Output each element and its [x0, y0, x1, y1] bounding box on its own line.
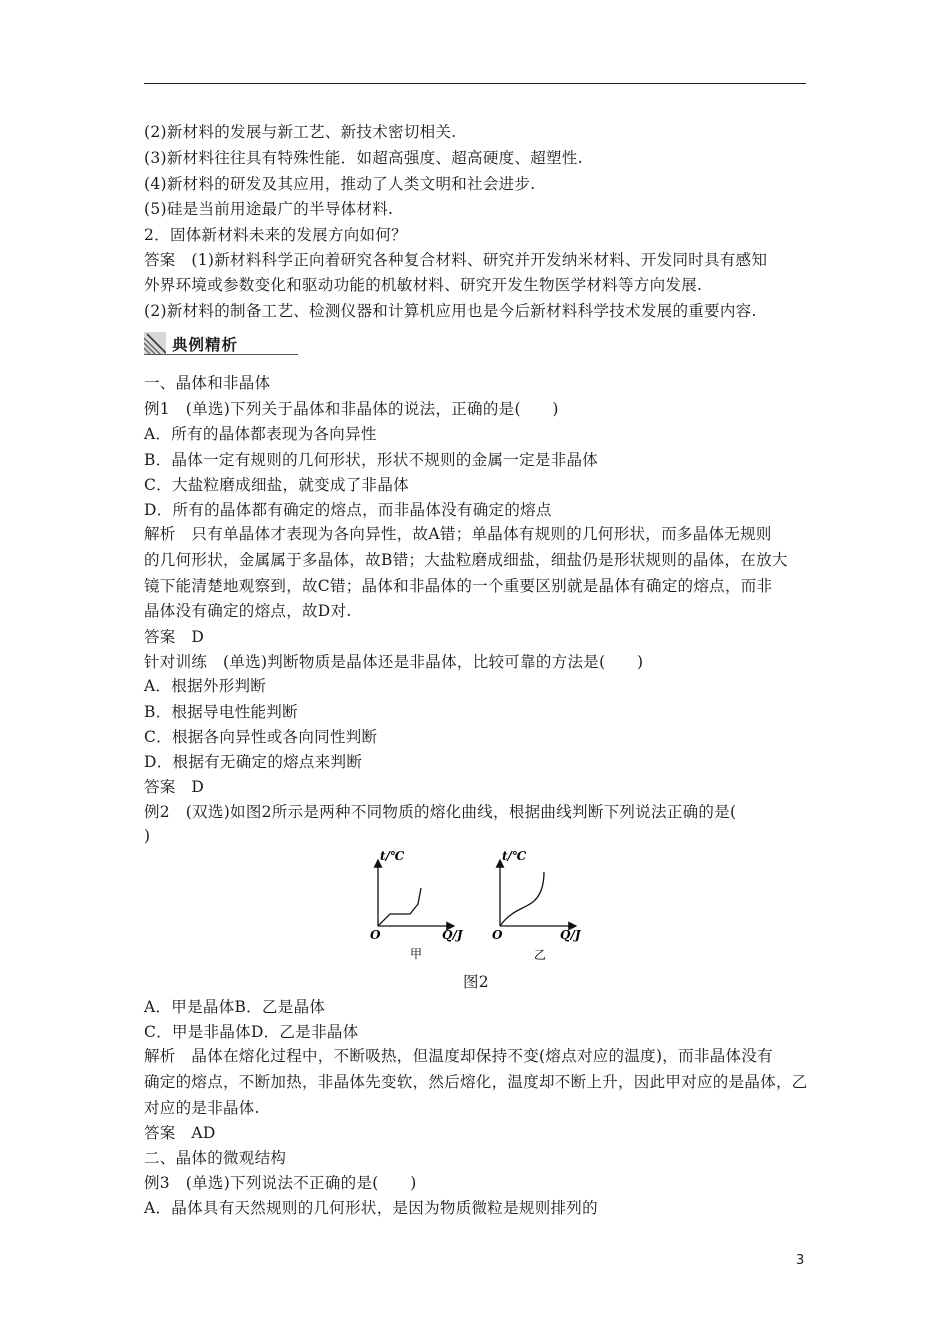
text-line: (2)新材料的制备工艺、检测仪器和计算机应用也是今后新材料科学技术发展的重要内容. [144, 302, 757, 320]
text-line: 外界环境或参数变化和驱动功能的机敏材料、研究开发生物医学材料等方向发展. [144, 276, 703, 294]
analysis-line: 对应的是非晶体. [144, 1099, 260, 1117]
page-number: 3 [796, 1253, 805, 1268]
x-axis-label: Q/J [442, 928, 463, 942]
y-axis-label: t/℃ [380, 849, 405, 863]
figure-title: 图2 [463, 973, 489, 991]
origin-label: O [370, 928, 381, 942]
analysis-line: 晶体没有确定的熔点，故D对. [144, 602, 352, 620]
option-line: A．甲是晶体B．乙是晶体 [144, 998, 326, 1016]
question-line: 针对训练 (单选)判断物质是晶体还是非晶体，比较可靠的方法是( ) [144, 653, 644, 671]
option-line: B．根据导电性能判断 [144, 703, 298, 721]
option-line: A．晶体具有天然规则的几何形状，是因为物质微粒是规则排列的 [144, 1199, 598, 1217]
figure-left [358, 846, 468, 970]
melting-curve [500, 872, 544, 926]
question-line: 例2 (双选)如图2所示是两种不同物质的熔化曲线，根据曲线判断下列说法正确的是( [144, 803, 737, 821]
text-line: (3)新材料往往具有特殊性能．如超高强度、超高硬度、超塑性. [144, 149, 583, 167]
section-header [144, 332, 298, 356]
analysis-line: 解析 晶体在熔化过程中，不断吸热，但温度却保持不变(熔点对应的温度)，而非晶体没有 [144, 1047, 773, 1065]
answer-line: 答案 D [144, 628, 205, 646]
x-axis-label: Q/J [560, 928, 581, 942]
analysis-line: 确定的熔点，不断加热，非晶体先变软，然后熔化，温度却不断上升，因此甲对应的是晶体，乙 [144, 1073, 808, 1091]
answer-line: 答案 D [144, 778, 205, 796]
analysis-line: 解析 只有单晶体才表现为各向异性，故A错；单晶体有规则的几何形状，而多晶体无规则 [144, 525, 772, 543]
section-underline [144, 354, 298, 355]
heading-line: 二、晶体的微观结构 [144, 1149, 287, 1167]
heading-line: 一、晶体和非晶体 [144, 374, 271, 392]
figure-right [480, 846, 590, 970]
question-line: 例1 (单选)下列关于晶体和非晶体的说法，正确的是( ) [144, 400, 559, 418]
text-line: (2)新材料的发展与新工艺、新技术密切相关. [144, 123, 457, 141]
option-line: C．根据各向异性或各向同性判断 [144, 728, 378, 746]
option-line: D．根据有无确定的熔点来判断 [144, 753, 363, 771]
figure-caption: 甲 [410, 947, 423, 961]
analysis-line: 的几何形状，金属属于多晶体，故B错；大盐粒磨成细盐，细盐仍是形状规则的晶体，在放大 [144, 551, 788, 569]
text-line: (4)新材料的研发及其应用，推动了人类文明和社会进步. [144, 175, 536, 193]
melting-curve [378, 888, 421, 926]
option-line: C．大盐粒磨成细盐，就变成了非晶体 [144, 476, 409, 494]
option-line: B．晶体一定有规则的几何形状，形状不规则的金属一定是非晶体 [144, 451, 599, 469]
section-title: 典例精析 [172, 336, 239, 354]
option-line: A．根据外形判断 [144, 677, 267, 695]
y-axis-label: t/℃ [502, 849, 527, 863]
text-line: (5)硅是当前用途最广的半导体材料. [144, 200, 394, 218]
origin-label: O [492, 928, 503, 942]
figure-caption: 乙 [534, 948, 547, 962]
question-line: 例3 (单选)下列说法不正确的是( ) [144, 1174, 417, 1192]
header-rule [144, 83, 806, 84]
answer-line: 答案 AD [144, 1124, 216, 1142]
option-line: A．所有的晶体都表现为各向异性 [144, 425, 377, 443]
text-line: 2．固体新材料未来的发展方向如何？ [144, 226, 407, 244]
answer-line: 答案 (1)新材料科学正向着研究各种复合材料、研究并开发纳米材料、开发同时具有感知 [144, 251, 768, 269]
analysis-line: 镜下能清楚地观察到，故C错；晶体和非晶体的一个重要区别就是晶体有确定的熔点，而非 [144, 577, 773, 595]
option-line: C．甲是非晶体D．乙是非晶体 [144, 1023, 359, 1041]
hatch-icon [144, 332, 166, 354]
question-line: ) [144, 827, 151, 845]
option-line: D．所有的晶体都有确定的熔点，而非晶体没有确定的熔点 [144, 501, 552, 519]
